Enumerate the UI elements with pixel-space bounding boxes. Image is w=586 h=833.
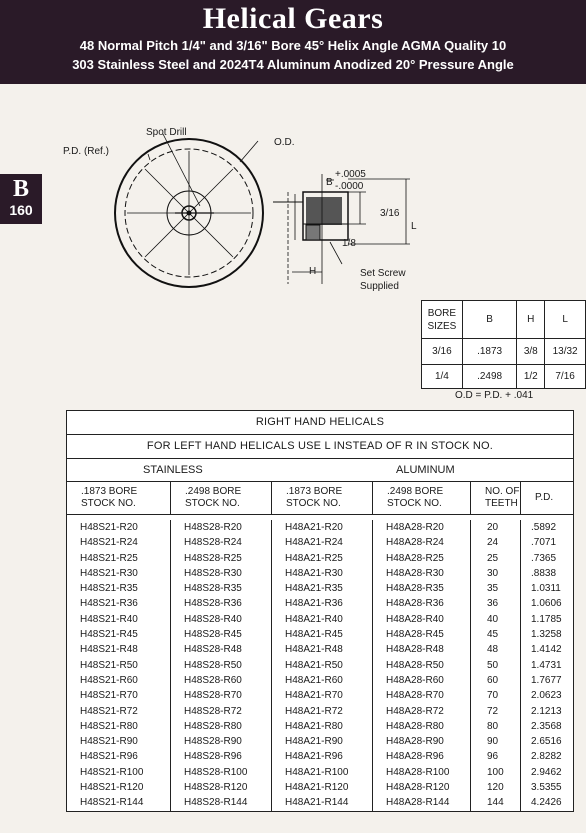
table-cell: 45 <box>487 629 499 641</box>
table-cell: H48S21-R50 <box>80 659 138 671</box>
table-cell: H48S28-R72 <box>184 705 242 717</box>
col-header-teeth: NO. OF TEETH <box>471 482 521 514</box>
column-aluminum-1873 <box>272 520 373 811</box>
spec-line-1: 48 Normal Pitch 1/4" and 3/16" Bore 45° Helix Angle AGMA Quality 10 <box>79 38 507 53</box>
table-cell: H48A28-R25 <box>386 552 444 564</box>
dim-header-h: H <box>517 301 545 339</box>
table-cell: 90 <box>487 736 499 748</box>
table-cell: 1.4731 <box>531 659 562 671</box>
dim-cell: .2498 <box>462 365 517 389</box>
dim-cell: 1/4 <box>422 365 463 389</box>
table-cell: H48S21-R20 <box>80 522 138 533</box>
table-cell: 72 <box>487 705 499 717</box>
dim-cell: 7/16 <box>545 365 586 389</box>
table-cell: H48S21-R96 <box>80 751 138 763</box>
table-cell: H48A21-R96 <box>285 751 343 763</box>
table-cell: H48S28-R70 <box>184 690 242 702</box>
table-cell: H48S21-R48 <box>80 644 138 656</box>
table-cell: H48S21-R90 <box>80 736 138 748</box>
table-cell: H48A28-R35 <box>386 583 444 595</box>
table-cell: 1.4142 <box>531 644 562 656</box>
table-cell: H48A21-R20 <box>285 522 343 533</box>
table-cell: H48S28-R144 <box>184 797 248 809</box>
table-cell: H48A21-R50 <box>285 659 343 671</box>
table-cell: 2.0623 <box>531 690 562 702</box>
table-cell: H48A21-R24 <box>285 537 343 549</box>
table-cell: H48A28-R100 <box>386 766 450 778</box>
material-aluminum: ALUMINUM <box>396 464 455 476</box>
table-cell: 1.0311 <box>531 583 561 595</box>
page-title: Helical Gears <box>202 2 384 35</box>
table-cell: H48S28-R25 <box>184 552 242 564</box>
pd-ref-label: P.D. (Ref.) <box>63 146 109 157</box>
table-cell: H48S28-R48 <box>184 644 242 656</box>
table-cell: 40 <box>487 613 499 625</box>
b-label: B <box>326 177 333 188</box>
table-cell: 4.2426 <box>531 797 562 809</box>
banner-left-hand-note: FOR LEFT HAND HELICALS USE L INSTEAD OF R IN STOCK NO. <box>67 435 573 459</box>
col-header-stainless-1873: .1873 BORE STOCK NO. <box>67 482 171 514</box>
table-cell: H48A28-R36 <box>386 598 444 610</box>
table-cell: H48S28-R20 <box>184 522 242 533</box>
table-cell: 96 <box>487 751 499 763</box>
table-cell: H48A28-R96 <box>386 751 444 763</box>
table-cell: H48A21-R40 <box>285 613 343 625</box>
table-cell: 120 <box>487 782 504 794</box>
table-cell: 80 <box>487 720 499 732</box>
table-cell: 3.5355 <box>531 782 562 794</box>
col-header-aluminum-2498: .2498 BORE STOCK NO. <box>373 482 471 514</box>
table-cell: H48S21-R80 <box>80 720 138 732</box>
table-cell: 25 <box>487 552 499 564</box>
table-cell: 35 <box>487 583 499 595</box>
table-cell: H48S21-R24 <box>80 537 138 549</box>
table-cell: H48S28-R36 <box>184 598 242 610</box>
table-cell: H48S21-R72 <box>80 705 138 717</box>
table-cell: H48A28-R48 <box>386 644 444 656</box>
dim-cell: .1873 <box>462 339 517 365</box>
table-cell: H48S21-R120 <box>80 782 144 794</box>
table-cell: H48S28-R45 <box>184 629 242 641</box>
table-cell: 20 <box>487 522 499 533</box>
table-cell: H48A21-R60 <box>285 674 343 686</box>
table-cell: H48S21-R40 <box>80 613 138 625</box>
table-cell: 24 <box>487 537 499 549</box>
column-pd <box>521 520 573 811</box>
table-cell: H48A28-R60 <box>386 674 444 686</box>
table-cell: H48A28-R45 <box>386 629 444 641</box>
table-cell: H48A21-R100 <box>285 766 349 778</box>
table-cell: H48S21-R100 <box>80 766 144 778</box>
dimension-table <box>421 300 586 389</box>
dim-header-l: L <box>545 301 586 339</box>
table-cell: 36 <box>487 598 499 610</box>
col-header-pd: P.D. <box>535 492 554 503</box>
table-cell: H48S28-R30 <box>184 567 242 579</box>
spot-drill-label: Spot Drill <box>146 127 187 138</box>
table-cell: H48A28-R70 <box>386 690 444 702</box>
set-screw-supplied-label: Supplied <box>360 281 399 292</box>
banner-right-hand: RIGHT HAND HELICALS <box>67 411 573 435</box>
od-formula: O.D = P.D. + .041 <box>455 390 534 401</box>
table-cell: H48A28-R120 <box>386 782 450 794</box>
table-cell: H48A21-R48 <box>285 644 343 656</box>
table-cell: 60 <box>487 674 499 686</box>
dim-header-b: B <box>462 301 517 339</box>
column-teeth <box>471 520 521 811</box>
table-cell: 144 <box>487 797 504 809</box>
stock-table <box>66 410 574 812</box>
gear-drawing <box>0 84 586 304</box>
table-cell: H48S28-R50 <box>184 659 242 671</box>
table-cell: H48A28-R80 <box>386 720 444 732</box>
material-stainless: STAINLESS <box>143 464 203 476</box>
table-cell: H48A21-R25 <box>285 552 343 564</box>
table-cell: H48S28-R90 <box>184 736 242 748</box>
table-cell: 2.6516 <box>531 736 562 748</box>
od-label: O.D. <box>274 137 295 148</box>
set-screw-label: Set Screw <box>360 268 406 279</box>
table-cell: H48S28-R60 <box>184 674 242 686</box>
dim-cell: 13/32 <box>545 339 586 365</box>
table-cell: 100 <box>487 766 504 778</box>
column-stainless-1873 <box>67 520 171 811</box>
table-cell: .7365 <box>531 552 557 564</box>
table-cell: 2.3568 <box>531 720 562 732</box>
column-stainless-2498 <box>171 520 272 811</box>
table-cell: H48S28-R40 <box>184 613 242 625</box>
table-cell: H48A21-R90 <box>285 736 343 748</box>
h-dim-label: H <box>309 266 317 277</box>
table-cell: 1.3258 <box>531 629 562 641</box>
table-cell: H48A21-R80 <box>285 720 343 732</box>
table-cell: H48S21-R45 <box>80 629 138 641</box>
table-cell: H48A21-R144 <box>285 797 349 809</box>
col-header-stainless-2498: .2498 BORE STOCK NO. <box>171 482 272 514</box>
table-cell: H48S28-R24 <box>184 537 242 549</box>
table-cell: 1.1785 <box>531 613 562 625</box>
table-cell: H48S21-R36 <box>80 598 138 610</box>
tolerance-minus: -.0000 <box>335 181 364 192</box>
table-cell: H48A28-R40 <box>386 613 444 625</box>
table-cell: H48S28-R120 <box>184 782 248 794</box>
table-cell: .8838 <box>531 567 557 579</box>
table-cell: H48A28-R50 <box>386 659 444 671</box>
dim-cell: 1/2 <box>517 365 545 389</box>
table-cell: .7071 <box>531 537 557 549</box>
dim-3-16-label: 3/16 <box>380 208 400 219</box>
table-cell: H48S21-R70 <box>80 690 138 702</box>
dim-1-8-label: 1/8 <box>342 238 356 249</box>
table-cell: H48S21-R25 <box>80 552 138 564</box>
col-header-aluminum-1873: .1873 BORE STOCK NO. <box>272 482 373 514</box>
table-cell: H48S28-R96 <box>184 751 242 763</box>
dim-cell: 3/16 <box>422 339 463 365</box>
table-cell: .5892 <box>531 522 557 533</box>
table-cell: H48A21-R35 <box>285 583 343 595</box>
table-cell: H48A28-R72 <box>386 705 444 717</box>
l-dim-label: L <box>411 221 417 232</box>
material-row <box>67 459 573 482</box>
table-cell: 50 <box>487 659 499 671</box>
table-cell: 2.8282 <box>531 751 562 763</box>
table-body <box>67 515 573 811</box>
table-cell: H48S28-R100 <box>184 766 248 778</box>
table-cell: H48S21-R30 <box>80 567 138 579</box>
table-cell: 1.0606 <box>531 598 562 610</box>
table-cell: H48S21-R144 <box>80 797 144 809</box>
table-cell: H48A28-R30 <box>386 567 444 579</box>
table-cell: H48A28-R24 <box>386 537 444 549</box>
column-headers <box>67 482 573 515</box>
dim-header-bore: BORE SIZES <box>422 301 463 339</box>
dim-cell: 3/8 <box>517 339 545 365</box>
gear-face-view <box>115 134 263 287</box>
table-cell: H48A21-R36 <box>285 598 343 610</box>
table-cell: H48A28-R20 <box>386 522 444 533</box>
column-aluminum-2498 <box>373 520 471 811</box>
table-cell: H48S21-R60 <box>80 674 138 686</box>
table-cell: H48A21-R30 <box>285 567 343 579</box>
table-cell: 70 <box>487 690 499 702</box>
table-cell: H48S21-R35 <box>80 583 138 595</box>
table-cell: H48A28-R144 <box>386 797 450 809</box>
page-header <box>0 0 586 84</box>
table-cell: H48A21-R120 <box>285 782 349 794</box>
table-cell: 30 <box>487 567 499 579</box>
table-cell: 1.7677 <box>531 674 562 686</box>
table-cell: H48A28-R90 <box>386 736 444 748</box>
page-number: 160 <box>9 202 33 218</box>
table-cell: H48S28-R80 <box>184 720 242 732</box>
table-cell: 2.9462 <box>531 766 562 778</box>
tolerance-plus: +.0005 <box>335 169 366 180</box>
table-cell: 2.1213 <box>531 705 562 717</box>
table-cell: H48A21-R45 <box>285 629 343 641</box>
spec-line-2: 303 Stainless Steel and 2024T4 Aluminum Anodized 20° Pressure Angle <box>72 57 514 72</box>
table-cell: H48S28-R35 <box>184 583 242 595</box>
table-cell: H48A21-R70 <box>285 690 343 702</box>
table-cell: H48A21-R72 <box>285 705 343 717</box>
section-letter: B <box>12 176 29 202</box>
table-cell: 48 <box>487 644 499 656</box>
